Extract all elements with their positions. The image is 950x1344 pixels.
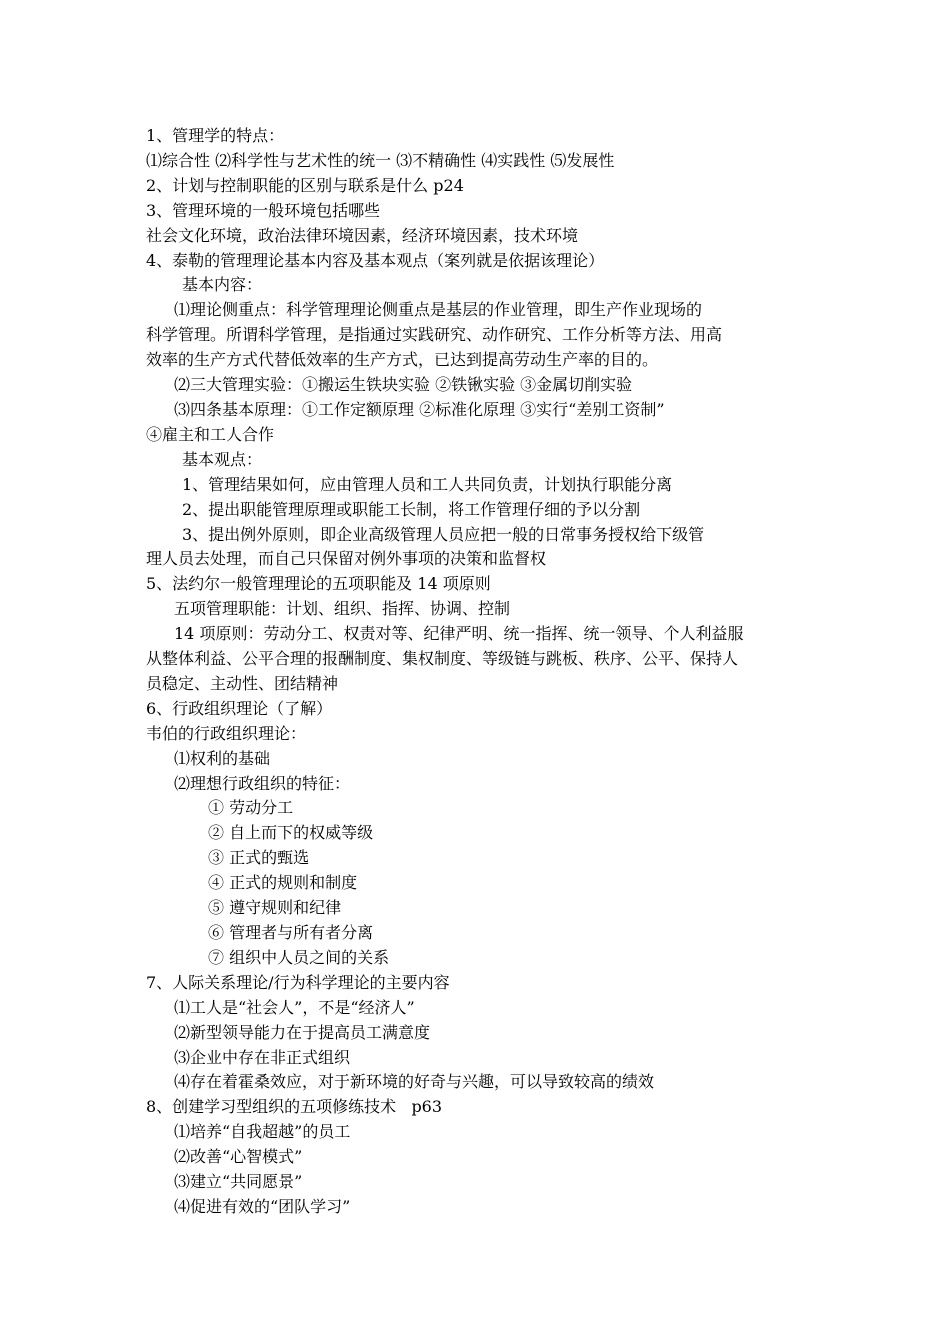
q4-basic-content-label: 基本内容： bbox=[182, 275, 263, 295]
q4-item-3-line-2: ④雇主和工人合作 bbox=[146, 424, 275, 444]
q5-principles-line-1: 14 项原则：劳动分工、权责对等、纪律严明、统一指挥、统一领导、个人利益服 bbox=[174, 624, 744, 644]
q7-item-2: ⑵新型领导能力在于提高员工满意度 bbox=[174, 1022, 431, 1042]
q7-item-3: ⑶企业中存在非正式组织 bbox=[174, 1047, 351, 1067]
q4-item-2: ⑵三大管理实验：①搬运生铁块实验 ②铁锹实验 ③金属切削实验 bbox=[174, 375, 633, 395]
q5-principles-line-2: 从整体利益、公平合理的报酬制度、集权制度、等级链与跳板、秩序、公平、保持人 bbox=[146, 649, 739, 669]
q4-item-1-line-1: ⑴理论侧重点：科学管理理论侧重点是基层的作业管理，即生产作业现场的 bbox=[174, 300, 703, 320]
q4-heading: 4、泰勒的管理理论基本内容及基本观点（案列就是依据该理论） bbox=[146, 250, 605, 270]
document-body bbox=[146, 124, 810, 1220]
q6-feature-5: ⑤ 遵守规则和纪律 bbox=[208, 898, 342, 918]
q4-view-1: 1、管理结果如何，应由管理人员和工人共同负责，计划执行职能分离 bbox=[182, 474, 673, 494]
q1-answer: ⑴综合性 ⑵科学性与艺术性的统一 ⑶不精确性 ⑷实践性 ⑸发展性 bbox=[146, 150, 615, 170]
q3-answer: 社会文化环境，政治法律环境因素，经济环境因素，技术环境 bbox=[146, 225, 579, 245]
q8-item-3: ⑶建立“共同愿景” bbox=[174, 1172, 303, 1192]
q5-heading: 5、法约尔一般管理理论的五项职能及 14 项原则 bbox=[146, 574, 491, 594]
q7-item-4: ⑷存在着霍桑效应，对于新环境的好奇与兴趣，可以导致较高的绩效 bbox=[174, 1072, 655, 1092]
q7-heading: 7、人际关系理论/行为科学理论的主要内容 bbox=[146, 972, 450, 992]
q4-item-1-line-3: 效率的生产方式代替低效率的生产方式，已达到提高劳动生产率的目的。 bbox=[146, 350, 659, 370]
q2-heading: 2、计划与控制职能的区别与联系是什么 p24 bbox=[146, 175, 464, 195]
q4-view-3-line-1: 3、提出例外原则，即企业高级管理人员应把一般的日常事务授权给下级管 bbox=[182, 524, 705, 544]
q3-heading: 3、管理环境的一般环境包括哪些 bbox=[146, 200, 381, 220]
q6-feature-4: ④ 正式的规则和制度 bbox=[208, 873, 358, 893]
q6-feature-3: ③ 正式的甄选 bbox=[208, 848, 310, 868]
q7-item-1: ⑴工人是“社会人”，不是“经济人” bbox=[174, 997, 415, 1017]
q6-item-1: ⑴权利的基础 bbox=[174, 748, 271, 768]
q6-item-2: ⑵理想行政组织的特征： bbox=[174, 773, 351, 793]
q4-item-3-line-1: ⑶四条基本原理：①工作定额原理 ②标准化原理 ③实行“差别工资制” bbox=[174, 399, 665, 419]
q1-heading: 1、管理学的特点： bbox=[146, 126, 285, 145]
q8-item-1: ⑴培养“自我超越”的员工 bbox=[174, 1122, 351, 1142]
q8-item-2: ⑵改善“心智模式” bbox=[174, 1147, 303, 1167]
q5-five-functions: 五项管理职能：计划、组织、指挥、协调、控制 bbox=[174, 599, 511, 619]
q4-view-3-line-2: 理人员去处理，而自己只保留对例外事项的决策和监督权 bbox=[146, 549, 547, 569]
q4-item-1-line-2: 科学管理。所谓科学管理，是指通过实践研究、动作研究、工作分析等方法、用高 bbox=[146, 325, 723, 345]
q6-feature-7: ⑦ 组织中人员之间的关系 bbox=[208, 947, 390, 967]
q4-basic-views-label: 基本观点： bbox=[182, 449, 263, 469]
q8-heading: 8、创建学习型组织的五项修练技术 p63 bbox=[146, 1097, 443, 1117]
q6-feature-1: ① 劳动分工 bbox=[208, 798, 294, 818]
q6-feature-2: ② 自上而下的权威等级 bbox=[208, 823, 374, 843]
q8-item-4: ⑷促进有效的“团队学习” bbox=[174, 1196, 351, 1216]
q6-feature-6: ⑥ 管理者与所有者分离 bbox=[208, 923, 374, 942]
q5-principles-line-3: 员稳定、主动性、团结精神 bbox=[146, 673, 339, 693]
q6-weber-label: 韦伯的行政组织理论： bbox=[146, 723, 307, 743]
q6-heading: 6、行政组织理论（了解） bbox=[146, 698, 333, 718]
q4-view-2: 2、提出职能管理原理或职能工长制，将工作管理仔细的予以分割 bbox=[182, 499, 641, 519]
